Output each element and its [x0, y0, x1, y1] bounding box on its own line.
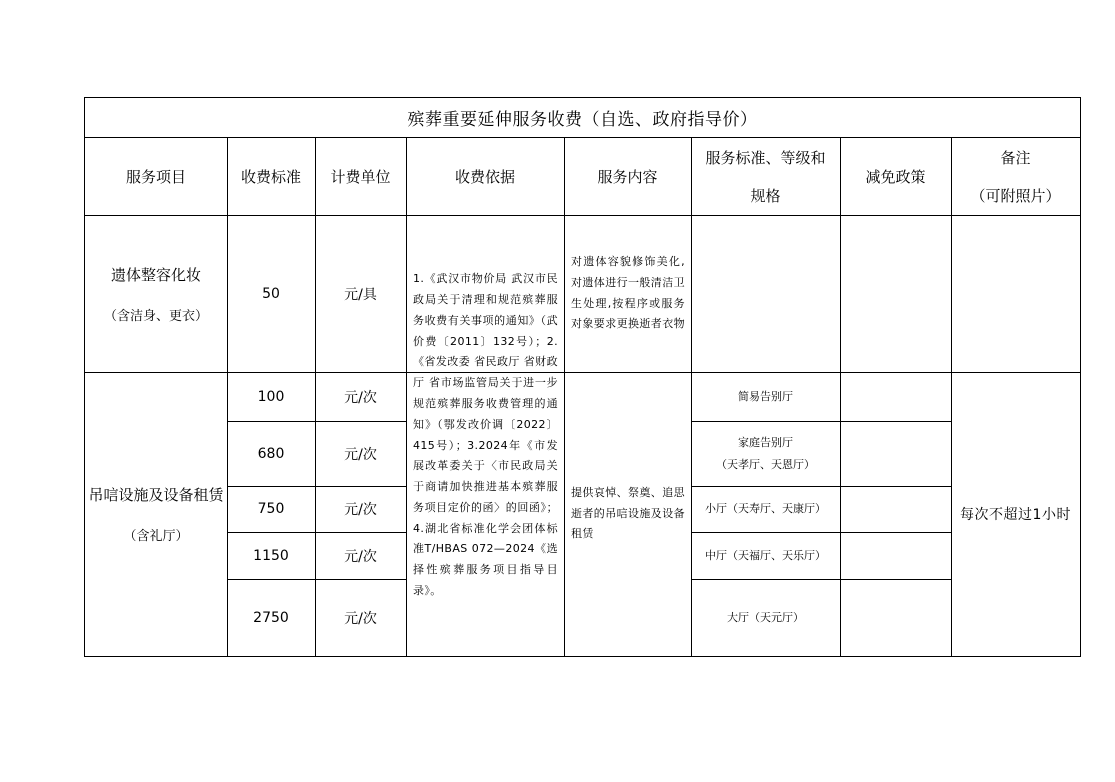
item-name: 遗体整容化妆	[110, 265, 201, 284]
content-text: 提供哀悼、祭奠、追思逝者的吊唁设施及设备租赁	[571, 485, 685, 541]
header-standard-label: 服务标准、等级和	[705, 148, 826, 167]
header-reduction-label: 减免政策	[865, 167, 926, 186]
header-basis	[406, 138, 564, 215]
price-cell: 50	[262, 285, 280, 302]
price-cell: 750	[257, 501, 285, 517]
unit-cell: 元/次	[344, 446, 377, 463]
item-hall-rental	[85, 372, 227, 656]
fee-table	[84, 97, 1081, 657]
price-cell: 2750	[253, 609, 289, 626]
item-body-restoration	[85, 215, 227, 372]
header-remark-label: 备注	[1000, 148, 1031, 167]
header-remark-label-2: （可附照片）	[970, 186, 1061, 205]
standard-cell	[691, 532, 840, 579]
basis-text: 1.《武汉市物价局 武汉市民政局关于清理和规范殡葬服务收费有关事项的通知》（武价费〔2011〕132号）；2.《省发改委 省民政厅 省财政厅 省市场监管局关于进一步规范殡葬服务收费管理的通知》（鄂发改价调〔2022〕415号）；3.2024年《市发展改革委关于〈市民政局关于商请加快推进基本殡葬服务项目定价的函〉的回函》；4.湖北省标准化学会团体标准T/HBAS 072—2024《选择性殡葬服务项目指导目录》。	[413, 272, 558, 598]
item-name: 吊唁设施及设备租赁	[88, 486, 224, 504]
header-standard-label-2: 规格	[750, 186, 781, 205]
header-standard	[691, 138, 840, 215]
standard-text: 简易告别厅	[738, 389, 793, 403]
standard-cell	[691, 372, 840, 421]
header-remark	[951, 138, 1080, 215]
header-reduction	[840, 138, 951, 215]
header-content-label: 服务内容	[597, 167, 658, 186]
standard-text: 小厅（天寿厅、天康厅）	[705, 502, 826, 515]
price-cell: 1150	[253, 547, 289, 564]
standard-cell	[691, 421, 840, 486]
column-divider	[840, 138, 841, 656]
standard-subtext: （天孝厅、天恩厅）	[716, 457, 815, 471]
unit-cell: 元/次	[344, 389, 377, 406]
header-unit-label: 计费单位	[330, 167, 391, 186]
standard-cell	[691, 579, 840, 656]
header-price-label: 收费标准	[240, 167, 301, 186]
content-text: 对遗体容貌修饰美化,对遗体进行一般清洁卫生处理,按程序或服务对象要求更换逝者衣物	[571, 254, 685, 331]
standard-text: 家庭告别厅	[738, 435, 793, 449]
unit-cell: 元/次	[344, 548, 377, 565]
table-title: 殡葬重要延伸服务收费（自选、政府指导价）	[85, 98, 1080, 138]
header-basis-label: 收费依据	[454, 167, 515, 186]
standard-text: 大厅（天元厅）	[727, 610, 804, 624]
content-cell	[564, 372, 691, 656]
header-content	[564, 138, 691, 215]
unit-cell: 元/次	[344, 610, 377, 627]
header-item	[85, 138, 227, 215]
unit-cell: 元/具	[344, 286, 377, 303]
price-cell: 100	[257, 388, 285, 405]
item-subtitle: （含洁身、更衣）	[103, 308, 208, 324]
content-cell	[564, 215, 691, 372]
standard-cell	[691, 486, 840, 532]
standard-text: 中厅（天福厅、天乐厅）	[705, 548, 826, 562]
price-cell: 680	[257, 445, 285, 462]
item-subtitle: （含礼厅）	[123, 529, 189, 544]
header-price	[227, 138, 315, 215]
unit-cell: 元/次	[344, 502, 377, 518]
header-item-label: 服务项目	[125, 167, 186, 186]
basis-cell	[406, 215, 564, 656]
remark-cell: 每次不超过1小时	[960, 507, 1071, 523]
header-unit	[315, 138, 406, 215]
